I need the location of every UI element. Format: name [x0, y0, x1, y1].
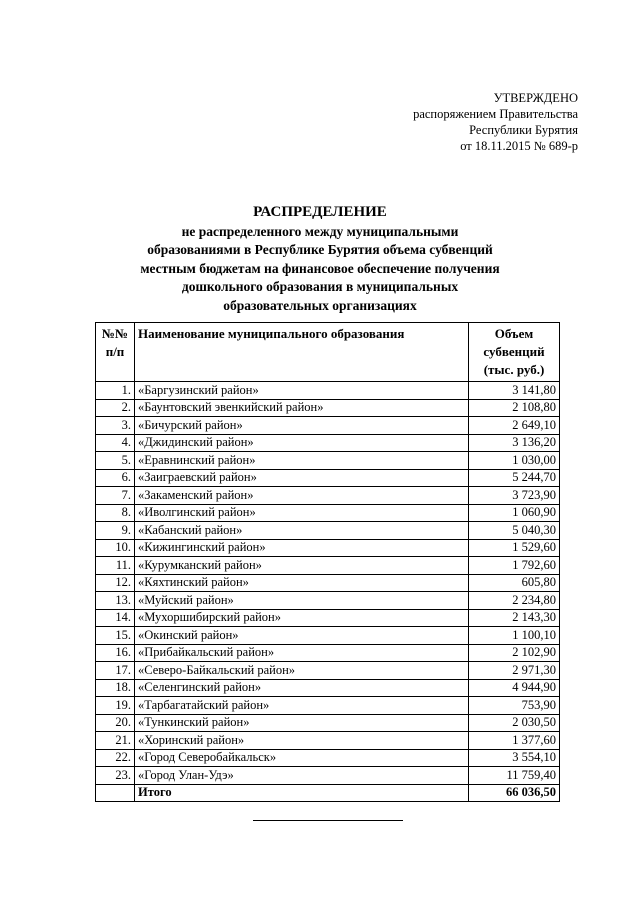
table-row — [96, 539, 560, 557]
table-header-row — [96, 323, 560, 382]
row-number: 18. — [96, 679, 135, 697]
row-number: 1. — [96, 382, 135, 400]
total-value: 66 036,50 — [469, 784, 560, 802]
row-number: 15. — [96, 627, 135, 645]
row-name: «Курумканский район» — [135, 557, 469, 575]
total-label: Итого — [135, 784, 469, 802]
row-value: 3 554,10 — [469, 749, 560, 767]
title-line: образовательных организациях — [223, 297, 417, 313]
title-line: местным бюджетам на финансовое обеспечение получения — [140, 260, 500, 276]
total-row — [96, 784, 560, 802]
title-line: образованиями в Республике Бурятия объема субвенций — [147, 242, 493, 257]
row-value: 1 060,90 — [469, 504, 560, 522]
row-name: «Баргузинский район» — [135, 382, 469, 400]
table-row — [96, 609, 560, 627]
row-value: 4 944,90 — [469, 679, 560, 697]
table-row — [96, 697, 560, 715]
header-value-line3: (тыс. руб.) — [483, 362, 545, 377]
row-value: 1 529,60 — [469, 539, 560, 557]
table-row — [96, 732, 560, 750]
table-row — [96, 399, 560, 417]
row-value: 3 141,80 — [469, 382, 560, 400]
row-number: 13. — [96, 592, 135, 610]
approval-block — [413, 90, 578, 154]
row-name: «Город Северобайкальск» — [135, 749, 469, 767]
row-value: 2 649,10 — [469, 417, 560, 435]
row-name: «Селенгинский район» — [135, 679, 469, 697]
row-name: «Тарбагатайский район» — [135, 697, 469, 715]
row-value: 1 792,60 — [469, 557, 560, 575]
row-value: 753,90 — [469, 697, 560, 715]
row-number: 3. — [96, 417, 135, 435]
title-line: не распределенного между муниципальными — [181, 223, 459, 239]
row-number: 23. — [96, 767, 135, 785]
distribution-table — [95, 322, 560, 802]
row-name: «Бичурский район» — [135, 417, 469, 435]
table-row — [96, 714, 560, 732]
table-row — [96, 417, 560, 435]
row-name: «Тункинский район» — [135, 714, 469, 732]
row-value: 2 234,80 — [469, 592, 560, 610]
approval-line: распоряжением Правительства — [413, 107, 578, 121]
row-number: 14. — [96, 609, 135, 627]
row-value: 3 723,90 — [469, 487, 560, 505]
row-name: «Джидинский район» — [135, 434, 469, 452]
row-name: «Мухоршибирский район» — [135, 609, 469, 627]
row-number: 22. — [96, 749, 135, 767]
row-name: «Муйский район» — [135, 592, 469, 610]
row-name: «Баунтовский эвенкийский район» — [135, 399, 469, 417]
row-number: 19. — [96, 697, 135, 715]
total-number-cell — [96, 784, 135, 802]
row-number: 2. — [96, 399, 135, 417]
row-value: 11 759,40 — [469, 767, 560, 785]
row-value: 2 030,50 — [469, 714, 560, 732]
table-row — [96, 469, 560, 487]
title-main: РАСПРЕДЕЛЕНИЕ — [253, 204, 387, 220]
table-row — [96, 452, 560, 470]
row-number: 17. — [96, 662, 135, 680]
row-name: «Окинский район» — [135, 627, 469, 645]
row-number: 10. — [96, 539, 135, 557]
row-number: 16. — [96, 644, 135, 662]
row-value: 1 377,60 — [469, 732, 560, 750]
row-number: 8. — [96, 504, 135, 522]
header-value — [469, 323, 560, 382]
table-row — [96, 662, 560, 680]
row-value: 2 108,80 — [469, 399, 560, 417]
row-number: 7. — [96, 487, 135, 505]
header-number — [96, 323, 135, 382]
row-name: «Кижингинский район» — [135, 539, 469, 557]
row-name: «Прибайкальский район» — [135, 644, 469, 662]
table-row — [96, 679, 560, 697]
table-row — [96, 434, 560, 452]
table-row — [96, 627, 560, 645]
row-name: «Еравнинский район» — [135, 452, 469, 470]
header-number-line2: п/п — [105, 344, 125, 359]
row-value: 2 102,90 — [469, 644, 560, 662]
header-name: Наименование муниципального образования — [135, 323, 469, 382]
table-row — [96, 592, 560, 610]
row-number: 20. — [96, 714, 135, 732]
title-line: дошкольного образования в муниципальных — [181, 279, 459, 294]
table-row — [96, 557, 560, 575]
header-value-line1: Объем — [494, 326, 534, 341]
header-value-line2: субвенций — [483, 344, 545, 359]
row-name: «Заиграевский район» — [135, 469, 469, 487]
table-row — [96, 574, 560, 592]
row-value: 1 100,10 — [469, 627, 560, 645]
row-value: 605,80 — [469, 574, 560, 592]
row-name: «Хоринский район» — [135, 732, 469, 750]
row-number: 5. — [96, 452, 135, 470]
table-row — [96, 487, 560, 505]
row-name: «Иволгинский район» — [135, 504, 469, 522]
row-number: 9. — [96, 522, 135, 540]
row-value: 3 136,20 — [469, 434, 560, 452]
row-value: 2 971,30 — [469, 662, 560, 680]
table-row — [96, 522, 560, 540]
row-number: 4. — [96, 434, 135, 452]
row-value: 2 143,30 — [469, 609, 560, 627]
row-number: 6. — [96, 469, 135, 487]
row-name: «Город Улан-Удэ» — [135, 767, 469, 785]
row-name: «Северо-Байкальский район» — [135, 662, 469, 680]
table-row — [96, 382, 560, 400]
approval-date: от 18.11.2015 № 689-р — [460, 139, 578, 153]
row-value: 5 040,30 — [469, 522, 560, 540]
row-value: 5 244,70 — [469, 469, 560, 487]
approval-title: УТВЕРЖДЕНО — [493, 91, 578, 105]
document-title — [0, 203, 640, 315]
row-number: 12. — [96, 574, 135, 592]
table-row — [96, 767, 560, 785]
row-value: 1 030,00 — [469, 452, 560, 470]
row-name: «Кабанский район» — [135, 522, 469, 540]
row-number: 11. — [96, 557, 135, 575]
table-row — [96, 749, 560, 767]
table-row — [96, 504, 560, 522]
row-name: «Закаменский район» — [135, 487, 469, 505]
header-number-line1: №№ — [101, 326, 129, 341]
approval-line: Республики Бурятия — [469, 123, 578, 137]
row-number: 21. — [96, 732, 135, 750]
row-name: «Кяхтинский район» — [135, 574, 469, 592]
closing-line — [253, 820, 403, 821]
table-row — [96, 644, 560, 662]
